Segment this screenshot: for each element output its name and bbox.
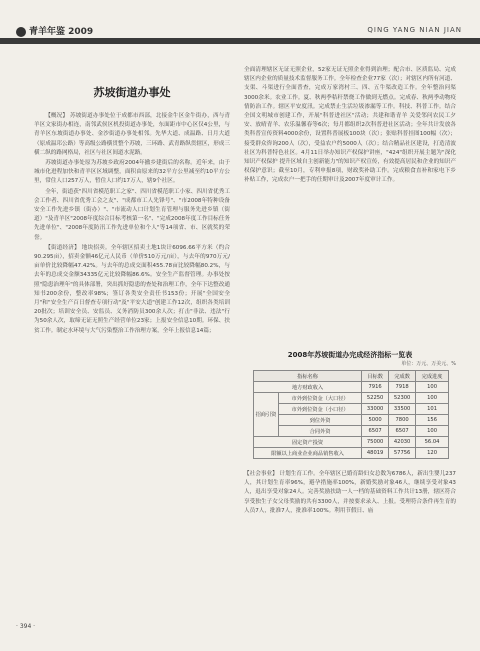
header-rule [0, 38, 480, 44]
page-number: · 394 · [16, 623, 36, 630]
paragraph-history: 苏坡街道办事处原为苏坡乡政府2004年撤乡建街后的名称。近年来，由于城市化进程加快和青羊区区域调整，面积由原来的32平方公里减至约10平方公里，常住人口257万人，暂住人口约17万人，辖9个社区。 [34, 160, 230, 185]
paragraph-social: 【社会事业】 计划生育工作。全年辖区已婚育龄妇女总数为6786人，新出生婴儿237人，其计划生育率96%，避孕措施率100%，新婚奖励对象46人，继续享受对象43人，退出享受对象24人。完善奖励扶助一人一档的基础资料工作共计13册，辖区符合享受独生子女父母奖励的共有3300人，并按要求录入、上报。受理符合条件再生育的人员7人，批准7人，批准率100%。利用节假日、庙 [244, 471, 456, 514]
header-done: 完成数 [389, 371, 416, 382]
running-header-left [16, 24, 93, 37]
right-column-bottom [244, 470, 456, 517]
table-row: 合同外资 6507 6507 100 [254, 426, 449, 437]
paragraph-honors: 全年，街道获"四川省模范职工之家"、四川省模范职工小家、四川省优秀工会工作者、四川省优秀工会之友"、"成都市工人先锋号"、"市2008年特种设备安全工作先进乡镇（街办）"、"市流动人口计划生育管理与服务先进乡镇（街道）"及青羊区"2008年度综合目标考核第一名"、"完成2008年度工作目标任务先进单位"、"2008年度防汛工作先进单位和个人"等14项省、市、区就奖的荣誉。 [34, 188, 230, 241]
table-row: 到位外资 5000 7800 156 [254, 415, 449, 426]
table-row: 地方财政收入 7916 7918 100 [254, 382, 449, 393]
table-row: 限额以上商业企业商品销售收入 48019 57756 120 [254, 448, 449, 459]
table-unit: 单位：万元、万美元、% [401, 361, 456, 367]
right-column-top [244, 66, 456, 187]
header-target: 目标数 [362, 371, 389, 382]
header-rate: 完成进度 [416, 371, 449, 382]
yearbook-logo-icon [16, 27, 26, 37]
header-indicator: 指标名称 [254, 371, 362, 382]
table-header-row [254, 371, 449, 382]
table-row: 市外到位资金（小口径） 33000 33500 101 [254, 404, 449, 415]
article-title: 苏坡街道办事处 [93, 86, 171, 99]
paragraph-economy: 【街道经济】 地块招卖。全年辖区招卖土地1块计6096.66平方米（约合90.295亩），招卖金额46亿元人民币（单价510万元/亩），与去年的970万元/亩单价比较降幅47.42%。与去年的总成交面积455.78亩比较降幅80.2%，与去年的总成交金额34335亿元比较降幅86.6%。安全生产监督管理。办事处按照"隐患治理年"的具体部署，突出抓好隐患的查处和治理工作，全年下达整改通知书200余份，整改率98%；签订各类安全责任书153份；开展"全国安全月"和"安全生产百日督查专项行动"及"平安大道"创建工作12次，组织各类培训20批次；培训安全员、安监员、义务消防员300余人次；打击"非法、违法"行为50余人次，取缔无证无照生产经营单位23家；上报安全信息10期。环保、扶贫工作。制定水环境与大气污染整治工作治理方案，全年上报信息14篇； [34, 244, 230, 334]
table-row: 固定资产投资 75000 42030 56.04 [254, 437, 449, 448]
yearbook-title: 青羊年鉴 2009 [29, 27, 94, 37]
paragraph-overview: 【概况】 苏坡街道办事处位于成都市西部，北接金牛区金牛街办，西与青羊区文家街办相连，南邻武侯区机投街道办事处，东面距市中心区仅4公里，与青羊区东坡街道办事处、金沙街道办事处相邻。先华大道、成温路、日月大道（原成温邛公路）等高级公路横贯整个苏坡，三环路、武青路纵贯辖区，形成三横二纵的路网格局，社区与社区间道水泥路。 [34, 113, 230, 156]
table-title: 2008年苏坡街道办完成经济指标一览表 [287, 351, 413, 359]
table-row: 招商引资 市外到位资金（大口径） 52250 52300 100 [254, 393, 449, 404]
paragraph-continued: 全面清理辖区无证无照企业，52家无证无照企业得到治理；配合市、区质监局、完成辖区内企业的质量技术监督服务工作。全年检查企业77家（次）；对辖区内所有河道、支渠、斗渠进行全面普查，完成万家湾村三、四、五牛渠改造工作。全年整治问渠3000余米。农业工作。夏、秋两季秸秆禁烧工作做到无燃点。完成春、秋两季动物疫情防治工作。辖区平安度汛。完成禁止生活垃圾渗漏等工作。科技、科普工作。结合全国文明城市创建工作，开展"科普进社区"活动；共建和谐青羊 关爱邻问农民工夕安、放晴青羊、农乐温馨春等6次；每月都组织2次科普进社区活动；全年共计发放各类科普宣传资料4000余份，设置科普展板100块（次）；张贴科普挂图100幅（次）；接受群众咨询200人（次），受益农户约5000人（次）；结合精品社区建设，打造清波社区为科普特色社区。4月11日举办知识产权保护讲座，"424"组织开展主题为"深化知识产权保护 提升区域自主创新能力"的知识产权宣传，有效提高居民和企业的知识产权保护意识；截至10月，专利申报8项，财政奖补助工作。完成粮食直补和家电下乡补贴工作，完成农户一把手的任期审计及2007年度审计工作。 [244, 67, 456, 184]
economic-indicators-table [253, 370, 449, 459]
left-column [34, 112, 230, 337]
running-header-right: QING YANG NIAN JIAN [367, 26, 462, 34]
